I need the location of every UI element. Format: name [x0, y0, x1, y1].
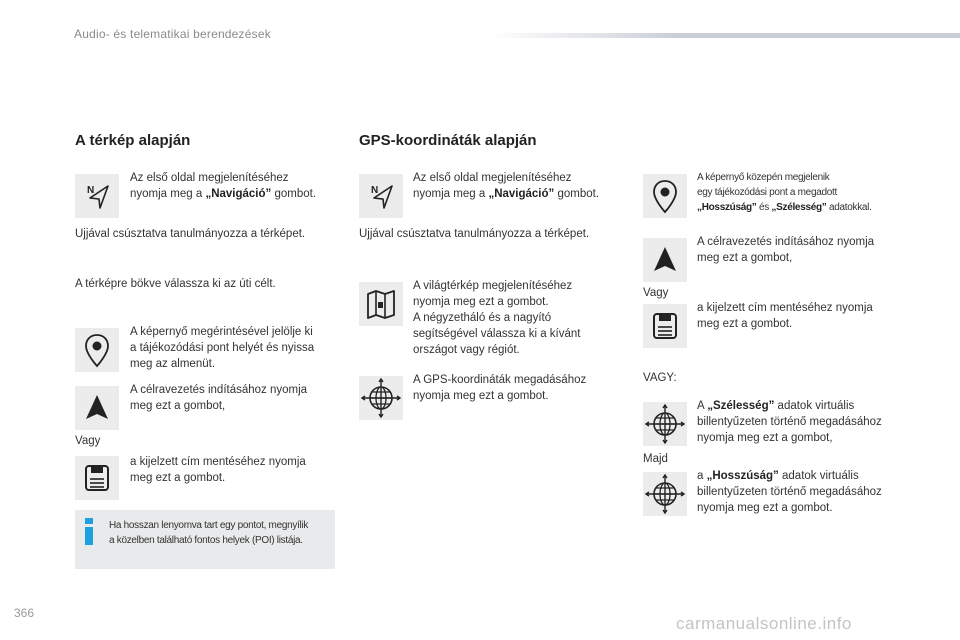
world-map-icon[interactable]: [359, 282, 403, 326]
header-divider: [490, 33, 960, 38]
map-pin-icon: [643, 174, 687, 218]
info-text: Ha hosszan lenyomva tart egy pontot, megnyílik a közelben található fontos helyek (POI) listája.: [109, 520, 309, 546]
map-pin-icon: [75, 328, 119, 372]
right-pin-text: A képernyő közepén megjelenik egy tájékozódási pont a megadott „Hosszúság” és „Szélesség” adatokkal.: [697, 172, 872, 213]
right-longitude-text: a „Hosszúság” adatok virtuális billentyűzeten történő megadásához nyomja meg ezt a gombot.: [697, 470, 882, 514]
right-latitude-text: A „Szélesség” adatok virtuális billentyűzeten történő megadásához nyomja meg ezt a gombot,: [697, 400, 882, 444]
start-guidance-icon[interactable]: [75, 386, 119, 430]
left-slide-text: Ujjával csúsztatva tanulmányozza a térképet.: [75, 228, 306, 240]
right-then-label: Majd: [643, 453, 668, 465]
svg-text:N: N: [87, 185, 95, 196]
right-or-label: Vagy: [643, 287, 669, 299]
left-go-text: A célravezetés indításához nyomja meg ezt a gombot,: [130, 384, 308, 412]
middle-slide-text: Ujjával csúsztatva tanulmányozza a térképet.: [359, 228, 590, 240]
middle-nav-text: Az első oldal megjelenítéséhez nyomja meg a „Navigáció” gombot.: [413, 172, 600, 200]
navigation-button-icon[interactable]: [75, 174, 119, 218]
longitude-globe-icon[interactable]: [643, 472, 687, 516]
left-nav-text: Az első oldal megjelenítéséhez nyomja meg a „Navigáció” gombot.: [130, 172, 317, 200]
page-number: 366: [14, 606, 35, 620]
left-target-text: A térképre bökve válassza ki az úti célt.: [75, 278, 276, 290]
gps-globe-icon[interactable]: [359, 376, 403, 420]
right-save-text: a kijelzett cím mentéséhez nyomja meg ezt a gombot.: [697, 302, 873, 330]
middle-heading: GPS-koordináták alapján: [359, 132, 537, 149]
save-icon[interactable]: [75, 456, 119, 500]
start-guidance-icon[interactable]: [643, 238, 687, 282]
save-icon[interactable]: [643, 304, 687, 348]
middle-map-text: A világtérkép megjelenítéséhez nyomja meg ezt a gombot. A négyzetháló és a nagyító segítségével válassza ki a kívánt országot vagy régiót.: [413, 280, 581, 356]
watermark: carmanualsonline.info: [676, 614, 852, 633]
left-or-label: Vagy: [75, 435, 101, 447]
left-save-text: a kijelzett cím mentéséhez nyomja meg ezt a gombot.: [130, 456, 306, 484]
middle-gps-text: A GPS-koordináták megadásához nyomja meg ezt a gombot.: [413, 374, 587, 402]
navigation-button-icon[interactable]: [359, 174, 403, 218]
right-or2-label: VAGY:: [643, 372, 677, 384]
section-title: Audio- és telematikai berendezések: [74, 27, 271, 41]
latitude-globe-icon[interactable]: [643, 402, 687, 446]
left-heading: A térkép alapján: [75, 132, 191, 149]
right-go-text: A célravezetés indításához nyomja meg ezt a gombot,: [697, 236, 875, 264]
info-icon: [85, 518, 93, 545]
left-pin-text: A képernyő megérintésével jelölje ki a tájékozódási pont helyét és nyissa meg az almenüt.: [130, 326, 315, 370]
info-box: [75, 510, 335, 569]
svg-text:N: N: [371, 185, 379, 196]
